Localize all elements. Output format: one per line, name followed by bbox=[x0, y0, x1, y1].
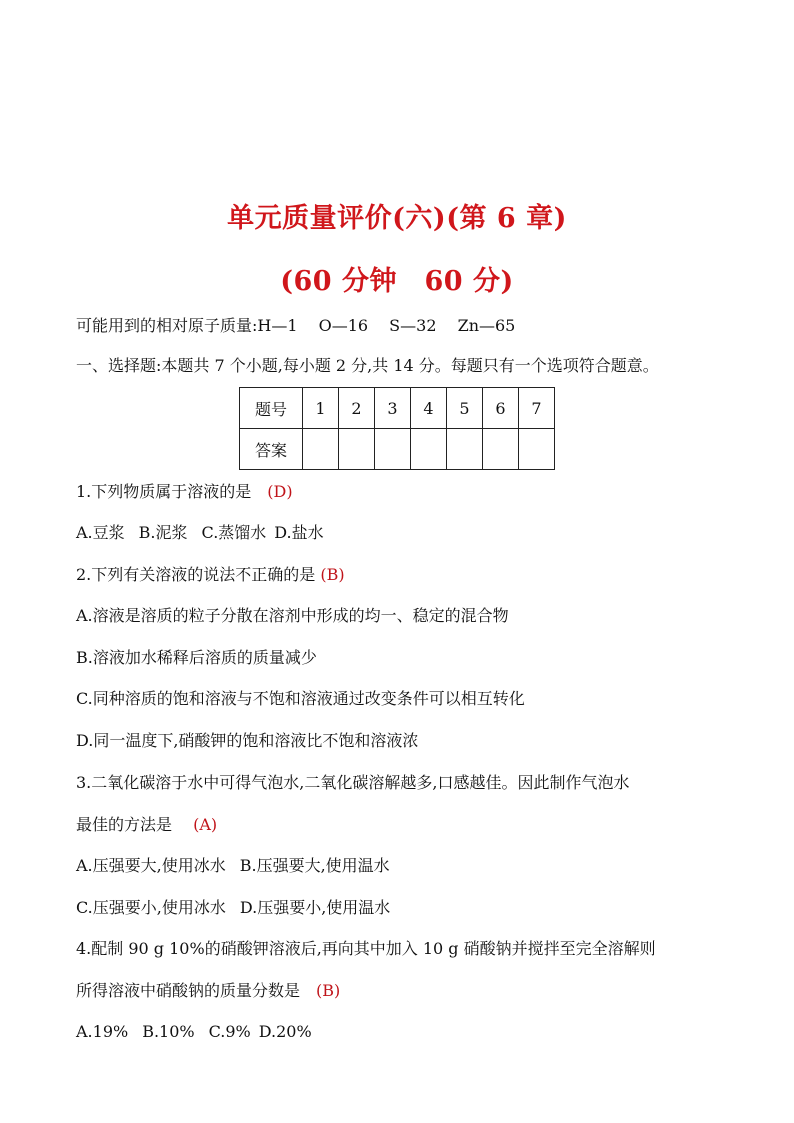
question-3-stem-line2 bbox=[76, 814, 217, 836]
question-4-option-b: B.10% bbox=[142, 1022, 195, 1041]
answer-table-number-label: 题号 bbox=[240, 388, 303, 429]
question-4-option-c: C.9% bbox=[208, 1022, 251, 1041]
page-subtitle: (60 分钟 60 分) bbox=[280, 266, 514, 297]
answer-table-answer-label: 答案 bbox=[240, 429, 303, 470]
question-number-cell: 4 bbox=[411, 388, 447, 429]
question-3-option-b: B.压强要大,使用温水 bbox=[239, 856, 390, 875]
answer-cell[interactable] bbox=[447, 429, 483, 470]
question-3-stem-line1: 3.二氧化碳溶于水中可得气泡水,二氧化碳溶解越多,口感越佳。因此制作气泡水 bbox=[76, 773, 630, 792]
question-1-option-c: C.蒸馏水 bbox=[201, 523, 267, 542]
question-number-cell: 2 bbox=[339, 388, 375, 429]
question-2-option-c: C.同种溶质的饱和溶液与不饱和溶液通过改变条件可以相互转化 bbox=[76, 689, 525, 708]
question-3-text: 最佳的方法是 bbox=[76, 815, 194, 834]
question-3-answer: (A) bbox=[193, 815, 218, 834]
question-number-cell: 1 bbox=[303, 388, 339, 429]
question-3-option-a: A.压强要大,使用冰水 bbox=[76, 856, 226, 875]
question-2-option-b: B.溶液加水稀释后溶质的质量减少 bbox=[76, 648, 317, 667]
answer-cell[interactable] bbox=[339, 429, 375, 470]
question-3-options-row1 bbox=[76, 855, 390, 877]
question-2-option-a: A.溶液是溶质的粒子分散在溶剂中形成的均一、稳定的混合物 bbox=[76, 606, 509, 625]
question-2-answer: (B) bbox=[320, 565, 345, 584]
answer-table-answer-row bbox=[240, 429, 555, 470]
question-1-option-a: A.豆浆 bbox=[76, 523, 125, 542]
question-3-options-row2 bbox=[76, 897, 390, 919]
question-4-stem-line1: 4.配制 90 g 10%的硝酸钾溶液后,再向其中加入 10 g 硝酸钠并搅拌至完全溶解则 bbox=[76, 939, 656, 958]
question-3-option-c: C.压强要小,使用冰水 bbox=[76, 898, 226, 917]
answer-cell[interactable] bbox=[303, 429, 339, 470]
question-2-option-d: D.同一温度下,硝酸钾的饱和溶液比不饱和溶液浓 bbox=[76, 731, 419, 750]
question-number-cell: 6 bbox=[483, 388, 519, 429]
question-1-text: 1.下列物质属于溶液的是 bbox=[76, 482, 268, 501]
question-4-option-d: D.20% bbox=[258, 1022, 312, 1041]
question-1-option-d: D.盐水 bbox=[274, 523, 324, 542]
question-2-stem bbox=[76, 564, 345, 586]
question-1-option-b: B.泥浆 bbox=[138, 523, 188, 542]
question-1-answer: (D) bbox=[267, 482, 293, 501]
question-1-options bbox=[76, 522, 324, 544]
page-title: 单元质量评价(六)(第 6 章) bbox=[227, 203, 567, 234]
answer-cell[interactable] bbox=[519, 429, 555, 470]
question-4-options bbox=[76, 1021, 312, 1043]
question-number-cell: 3 bbox=[375, 388, 411, 429]
atomic-masses-note: 可能用到的相对原子质量:H—1 O—16 S—32 Zn—65 bbox=[76, 316, 516, 335]
question-1-stem bbox=[76, 481, 293, 503]
answer-table bbox=[239, 387, 555, 470]
question-4-stem-line2 bbox=[76, 980, 340, 1002]
section-heading: 一、选择题:本题共 7 个小题,每小题 2 分,共 14 分。每题只有一个选项符合题意。 bbox=[76, 356, 659, 375]
question-2-text: 2.下列有关溶液的说法不正确的是 bbox=[76, 565, 321, 584]
question-3-option-d: D.压强要小,使用温水 bbox=[239, 898, 391, 917]
question-4-answer: (B) bbox=[316, 981, 341, 1000]
question-number-cell: 7 bbox=[519, 388, 555, 429]
answer-cell[interactable] bbox=[375, 429, 411, 470]
answer-cell[interactable] bbox=[483, 429, 519, 470]
question-4-text: 所得溶液中硝酸钠的质量分数是 bbox=[76, 981, 317, 1000]
question-4-option-a: A.19% bbox=[76, 1022, 129, 1041]
answer-table-number-row bbox=[240, 388, 555, 429]
question-number-cell: 5 bbox=[447, 388, 483, 429]
answer-cell[interactable] bbox=[411, 429, 447, 470]
